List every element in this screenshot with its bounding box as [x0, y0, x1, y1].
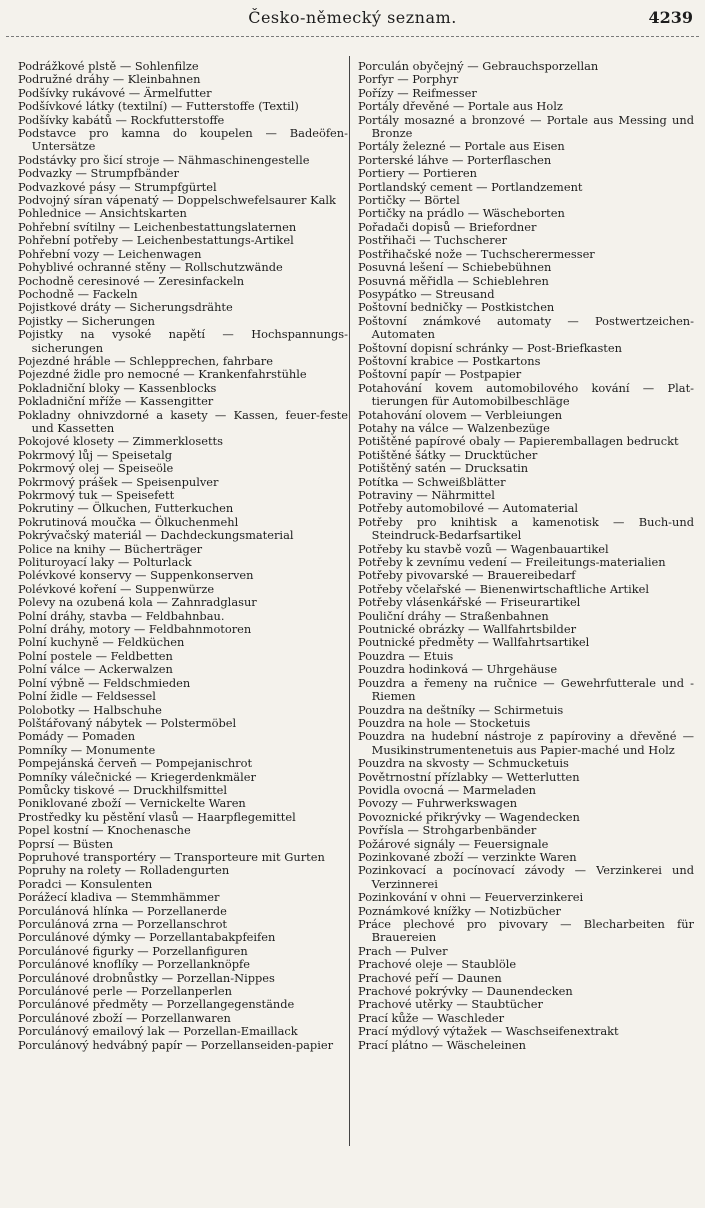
- dictionary-entry: Pozinkování v ohni — Feuerverzinkerei: [358, 890, 584, 905]
- dictionary-entry: Popruhy na rolety — Rolladengurten: [18, 863, 230, 878]
- dictionary-entry: Podšívkové látky (textilní) — Futterstoffe (Textil): [18, 99, 299, 114]
- dictionary-entry: Pokrmový olej — Speiseöle: [18, 461, 174, 476]
- page-header: [0, 0, 705, 44]
- dictionary-entry: Prachové utěrky — Staubtücher: [358, 997, 543, 1012]
- dictionary-entry: Potraviny — Nährmittel: [358, 488, 495, 502]
- dictionary-entry: Pokrmový prášek — Speisenpulver: [18, 474, 219, 489]
- dictionary-entry: Pohlednice — Ansichtskarten: [18, 206, 187, 221]
- dictionary-entry: Posypátko — Streusand: [358, 286, 495, 301]
- dictionary-entry: Porfyr — Porphyr: [358, 72, 459, 87]
- dictionary-entry: Poznámkové knížky — Notizbücher: [358, 903, 561, 918]
- dictionary-entry: Porculánová zrna — Porzellanschrot: [18, 917, 228, 931]
- dictionary-entry: Pořízy — Reifmesser: [358, 85, 477, 100]
- dictionary-entry: Potřeby včelařské — Bienenwirtschaftliche Artikel: [358, 581, 649, 596]
- dictionary-entry: Prací mýdlový výtažek — Waschseifenextrakt: [358, 1024, 619, 1039]
- dictionary-entry: Pohyblivé ochranné stěny — Rollschutzwände: [18, 260, 283, 275]
- dictionary-entry: Portály železné — Portale aus Eisen: [358, 139, 565, 154]
- dictionary-entry: Posuvná měřidla — Schieblehren: [358, 273, 549, 288]
- dictionary-entry: Potahy na válce — Walzenbezüge: [358, 420, 550, 435]
- dictionary-entry: Polní židle — Feldsessel: [18, 689, 156, 704]
- dictionary-entry: Povřísla — Strohgarbenbänder: [358, 823, 537, 838]
- dictionary-entry: Polituroyací laky — Polturlack: [18, 555, 192, 570]
- dictionary-entry: Podvazkové pásy — Strumpfgürtel: [18, 179, 217, 194]
- dictionary-entry: Potřeby vlásenkářské — Friseurartikel: [358, 595, 581, 610]
- dictionary-entry: Pokladny ohnivzdorné a kasety — Kassen, feuer-feste und Kassetten: [18, 407, 348, 435]
- dictionary-entry: Poštovní známkové automaty — Postwertzeichen-Automaten: [358, 313, 694, 342]
- dictionary-entry: Prací kůže — Waschleder: [358, 1010, 505, 1025]
- dictionary-entry: Podvojný síran vápenatý — Doppelschwefelsaurer Kalk: [18, 193, 336, 208]
- dictionary-entry: Porculánové dýmky — Porzellantabakpfeifen: [18, 930, 276, 945]
- dictionary-entry: Pojistkové dráty — Sicherungsdrähte: [18, 300, 233, 315]
- dictionary-entry: Pomády — Pomaden: [18, 729, 136, 744]
- dictionary-entry: Portičky na prádlo — Wäscheborten: [358, 206, 565, 221]
- dictionary-entry: Pozinkované zboží — verzinkte Waren: [358, 849, 577, 864]
- dictionary-entry: Porculánové drobnůstky — Porzellan-Nippes: [18, 970, 275, 985]
- page-number: 4239: [648, 8, 693, 27]
- dictionary-entry: Potřeby pivovarské — Brauereibedarf: [358, 568, 576, 583]
- dictionary-entry: Porculánové zboží — Porzellanwaren: [18, 1010, 231, 1025]
- dictionary-entry: Pohřební potřeby — Leichenbestattungs-Artikel: [18, 233, 294, 248]
- column-divider: [349, 56, 350, 1146]
- dictionary-entry: Portály mosazné a bronzové — Portale aus Messing und Bronze: [358, 112, 694, 141]
- dictionary-entry: Polévkové koření — Suppenwürze: [18, 581, 215, 596]
- dictionary-entry: Poutnické obrázky — Wallfahrtsbilder: [358, 622, 577, 637]
- dictionary-entry: Polevy na ozubená kola — Zahnradglasur: [18, 595, 257, 610]
- dictionary-entry: Pouzdra na deštníky — Schirmetuis: [358, 702, 564, 717]
- dictionary-entry: Potítka — Schweißblätter: [358, 474, 506, 489]
- dictionary-entry: Pohřební vozy — Leichenwagen: [18, 246, 202, 261]
- dictionary-entry: Prostředky ku pěstění vlasů — Haarpflegemittel: [18, 809, 296, 824]
- dictionary-entry: Pochodně — Fackeln: [18, 286, 138, 301]
- dictionary-entry: Pokojové klosety — Zimmerklosetts: [18, 434, 223, 449]
- dictionary-entry: Pomůcky tiskové — Druckhilfsmittel: [18, 782, 228, 797]
- dictionary-entry: Polévkové konservy — Suppenkonserven: [18, 568, 254, 583]
- dictionary-entry: Portlandský cement — Portlandzement: [358, 179, 583, 194]
- dictionary-entry: Povoznické přikrývky — Wagendecken: [358, 809, 580, 824]
- dictionary-entry: Potřeby ku stavbě vozů — Wagenbauartikel: [358, 541, 609, 556]
- dictionary-entry: Pokrmový lůj — Speisetalg: [18, 447, 173, 462]
- dictionary-entry: Porculánový hedvábný papír — Porzellanseiden-papier: [18, 1037, 334, 1052]
- dictionary-entry: Potřeby pro knihtisk a kamenotisk — Buch-und Steindruck-Bedarfsartikel: [358, 514, 694, 543]
- dictionary-entry: Poutnické předměty — Wallfahrtsartikel: [358, 635, 590, 650]
- dictionary-entry: Pouzdra na hole — Stocketuis: [358, 715, 531, 730]
- dictionary-entry: Pouliční dráhy — Straßenbahnen: [358, 608, 549, 623]
- dictionary-entry: Požárové signály — Feuersignale: [358, 836, 549, 851]
- dictionary-entry: Prachové oleje — Staublöle: [358, 957, 517, 972]
- dictionary-entry: Pouzdra na hudební nástroje z papíroviny a dřevěné — Musikinstrumentenetuis aus Papier-maché und Holz: [358, 729, 694, 757]
- dictionary-entry: Postřihači — Tuchscherer: [358, 233, 507, 248]
- dictionary-entry: Poradci — Konsulenten: [18, 876, 153, 891]
- dictionary-entry: Poniklované zboží — Vernickelte Waren: [18, 796, 246, 811]
- dictionary-entry: Pochodně ceresinové — Zeresinfackeln: [18, 273, 245, 288]
- dictionary-entry: Poprsí — Büsten: [18, 836, 114, 851]
- dictionary-entry: Polní válce — Ackerwalzen: [18, 662, 173, 677]
- dictionary-entry: Pořadači dopisů — Briefordner: [358, 219, 537, 234]
- dictionary-entry: Portiery — Portieren: [358, 166, 477, 181]
- dictionary-entry: Pouzdra — Etuis: [358, 648, 454, 663]
- dictionary-entry: Porculánové knoflíky — Porzellanknöpfe: [18, 957, 250, 972]
- dictionary-entry: Potahování kovem automobilového kování — Plat-tierungen für Automobilbeschläge: [358, 380, 694, 409]
- dictionary-entry: Popel kostní — Knochenasche: [18, 823, 191, 838]
- dictionary-entry: Pomníky válečnické — Kriegerdenkmäler: [18, 769, 256, 784]
- dictionary-entry: Pojezdné židle pro nemocné — Krankenfahrstühle: [18, 367, 307, 382]
- dictionary-entry: Potištěné papírové obaly — Papieremballagen bedruckt: [358, 434, 679, 449]
- dictionary-entry: Prach — Pulver: [358, 943, 448, 958]
- dictionary-entry: Polní kuchyně — Feldküchen: [18, 635, 185, 650]
- dictionary-entry: Povidla ovocná — Marmeladen: [358, 782, 537, 797]
- dictionary-entry: Poštovní dopisní schránky — Post-Briefkasten: [358, 340, 622, 355]
- dictionary-entry: Porterské láhve — Porterflaschen: [358, 152, 552, 167]
- dictionary-entry: Podrážkové plstě — Sohlenfilze: [18, 59, 199, 73]
- dictionary-entry: Pokrývačský materiál — Dachdeckungsmaterial: [18, 528, 294, 543]
- dictionary-entry: Práce plechové pro pivovary — Blecharbeiten für Brauereien: [358, 917, 694, 945]
- right-column: [358, 60, 694, 1052]
- dictionary-entry: Portičky — Börtel: [358, 193, 460, 208]
- dictionary-entry: Podstavce pro kamna do koupelen — Badeöfen-Untersätze: [18, 126, 348, 154]
- dictionary-entry: Popruhové transportéry — Transporteure mit Gurten: [18, 849, 325, 864]
- dictionary-entry: Povozy — Fuhrwerkswagen: [358, 796, 518, 811]
- dictionary-entry: Povětrnostní přízlabky — Wetterlutten: [358, 769, 580, 784]
- dictionary-entry: Polobotky — Halbschuhe: [18, 702, 162, 717]
- dictionary-entry: Podstávky pro šicí stroje — Nähmaschinengestelle: [18, 152, 310, 167]
- page-title: Česko-německý seznam.: [248, 8, 457, 27]
- dictionary-entry: Pouzdra na skvosty — Schmucketuis: [358, 756, 569, 771]
- dictionary-entry: Polštářovaný nábytek — Polstermöbel: [18, 715, 237, 730]
- dictionary-entry: Porculánové figurky — Porzellanfiguren: [18, 943, 248, 958]
- dictionary-entry: Porculánové perle — Porzellanperlen: [18, 984, 232, 999]
- dictionary-entry: Potahování olovem — Verbleiungen: [358, 407, 563, 422]
- dictionary-entry: Porculánový emailový lak — Porzellan-Emaillack: [18, 1024, 298, 1039]
- dictionary-entry: Porážecí kladiva — Stemmhämmer: [18, 890, 220, 905]
- dictionary-entry: Pokrutinová moučka — Ölkuchenmehl: [18, 514, 239, 529]
- dictionary-entry: Prachové pokrývky — Daunendecken: [358, 984, 573, 999]
- dictionary-entry: Police na knihy — Bücherträger: [18, 541, 203, 556]
- dictionary-entry: Poštovní krabice — Postkartons: [358, 353, 541, 368]
- dictionary-entry: Podvazky — Strumpfbänder: [18, 166, 179, 181]
- dictionary-entry: Podšívky rukávové — Ärmelfutter: [18, 85, 212, 100]
- dictionary-entry: Pozinkovací a pocínovací závody — Verzinkerei und Verzinnerei: [358, 863, 694, 891]
- dictionary-entry: Posuvná lešení — Schiebebühnen: [358, 260, 552, 275]
- dictionary-entry: Pouzdra a řemeny na ručnice — Gewehrfutterale und -Riemen: [358, 675, 694, 704]
- dictionary-entry: Pompejánská červeň — Pompejanischrot: [18, 756, 253, 771]
- dictionary-entry: Porculánová hlínka — Porzellanerde: [18, 903, 227, 918]
- dictionary-entry: Pohřební svítilny — Leichenbestattungslaternen: [18, 219, 297, 234]
- dictionary-entry: Podružné dráhy — Kleinbahnen: [18, 72, 201, 87]
- dictionary-entry: Poštovní bedničky — Postkistchen: [358, 300, 555, 315]
- dictionary-entry: Postřihačské nože — Tuchscherermesser: [358, 246, 595, 261]
- dictionary-entry: Portály dřevěné — Portale aus Holz: [358, 99, 563, 114]
- dictionary-entry: Poštovní papír — Postpapier: [358, 367, 522, 382]
- dictionary-entry: Porculán obyčejný — Gebrauchsporzellan: [358, 59, 599, 73]
- dictionary-entry: Potištěný satén — Drucksatin: [358, 461, 529, 476]
- dictionary-entry: Pokladniční mříže — Kassengitter: [18, 394, 214, 409]
- dictionary-entry: Potřeby automobilové — Automaterial: [358, 501, 579, 516]
- dictionary-entry: Pokrmový tuk — Speisefett: [18, 488, 175, 502]
- dictionary-entry: Potřeby k zevnímu vedení — Freileitungs-materialien: [358, 555, 666, 570]
- dictionary-entry: Polní postele — Feldbetten: [18, 648, 173, 663]
- dictionary-entry: Polní dráhy, stavba — Feldbahnbau.: [18, 608, 225, 623]
- dictionary-entry: Pokrutiny — Ölkuchen, Futterkuchen: [18, 501, 234, 516]
- dictionary-entry: Potištěné šátky — Drucktücher: [358, 447, 538, 462]
- dictionary-entry: Prací plátno — Wäscheleinen: [358, 1037, 526, 1052]
- dictionary-entry: Pojistky — Sicherungen: [18, 313, 156, 328]
- dictionary-entry: Pokladniční bloky — Kassenblocks: [18, 380, 217, 395]
- dictionary-entry: Polní výbně — Feldschmieden: [18, 675, 191, 690]
- dictionary-entry: Prachové peří — Daunen: [358, 970, 502, 985]
- dictionary-entry: Pojistky na vysoké napětí — Hochspannungs-sicherungen: [18, 327, 348, 355]
- left-column: [18, 60, 348, 1052]
- dictionary-entry: Pomníky — Monumente: [18, 742, 156, 757]
- dictionary-entry: Porculánové předměty — Porzellangegenstände: [18, 997, 295, 1012]
- dictionary-entry: Pouzdra hodinková — Uhrgehäuse: [358, 662, 558, 677]
- header-divider: [6, 36, 699, 37]
- dictionary-entry: Podšívky kabátů — Rockfutterstoffe: [18, 112, 225, 127]
- dictionary-entry: Polní dráhy, motory — Feldbahnmotoren: [18, 622, 252, 637]
- dictionary-entry: Pojezdné hráble — Schlepprechen, fahrbare: [18, 353, 273, 368]
